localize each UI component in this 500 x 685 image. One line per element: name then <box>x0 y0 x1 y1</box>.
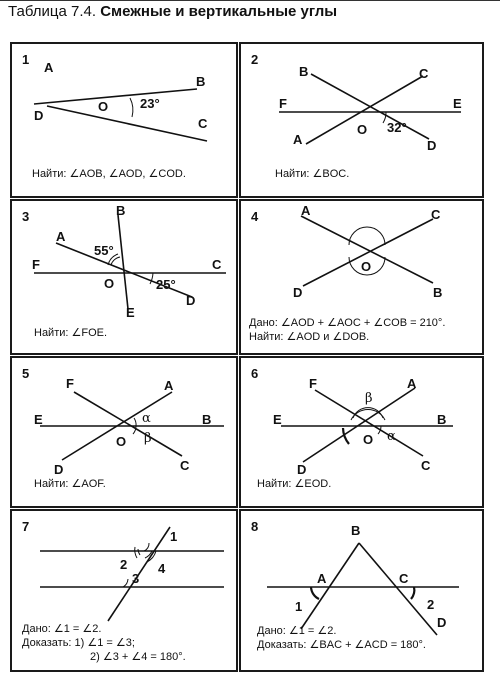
label-C: C <box>212 257 222 272</box>
angle-value-2: 25° <box>156 277 176 292</box>
angle-beta: β <box>144 431 152 446</box>
problem-number: 6 <box>251 366 259 381</box>
angle-beta: β <box>365 391 373 406</box>
angle-arc-2 <box>138 549 140 555</box>
angle-arc-1 <box>311 587 319 599</box>
angle-value-1: 55° <box>94 243 114 258</box>
angle-num-2: 2 <box>427 597 435 612</box>
prove-text-2: 2) ∠3 + ∠4 = 180°. <box>90 651 186 663</box>
problem-cell-7 <box>10 509 238 672</box>
problem-cell-1 <box>10 42 238 198</box>
label-B: B <box>437 412 447 427</box>
label-D: D <box>34 108 44 123</box>
angle-num-4: 4 <box>158 561 166 576</box>
label-A: A <box>293 132 303 147</box>
line-AB <box>301 543 359 629</box>
angle-arc-1 <box>144 543 149 551</box>
label-D: D <box>437 615 447 630</box>
label-O: O <box>104 276 115 291</box>
label-O: O <box>116 434 127 449</box>
prove-text: Доказать: ∠BAC + ∠ACD = 180°. <box>257 639 426 651</box>
line-AC <box>47 106 207 141</box>
table-number: Таблица 7.4. <box>8 3 97 20</box>
problem-cell-3 <box>10 199 238 355</box>
problem-number: 3 <box>22 209 30 224</box>
label-D: D <box>297 462 307 477</box>
angle-arc-EOD <box>343 428 349 444</box>
angle-alpha: α <box>142 411 151 426</box>
line-DB <box>34 89 197 104</box>
label-A: A <box>44 60 54 75</box>
label-C: C <box>431 207 441 222</box>
label-E: E <box>126 305 135 320</box>
angle-arc-55 <box>111 257 120 265</box>
given-text: Дано: ∠AOD + ∠AOC + ∠COB = 210°. <box>249 317 446 329</box>
label-B: B <box>116 203 126 218</box>
problem-number: 1 <box>22 52 30 67</box>
angle-arc-3 <box>123 579 128 587</box>
label-A: A <box>407 376 417 391</box>
angle-value: 32° <box>387 120 407 135</box>
problem-grid <box>10 42 484 672</box>
label-B: B <box>351 523 361 538</box>
problem-text: Найти: ∠EOD. <box>257 478 332 490</box>
label-E: E <box>273 412 282 427</box>
label-O: O <box>363 432 374 447</box>
label-A: A <box>56 229 66 244</box>
prove-text-1: Доказать: 1) ∠1 = ∠3; <box>22 637 135 649</box>
angle-arc <box>130 98 133 117</box>
problem-number: 7 <box>22 519 30 534</box>
label-F: F <box>32 257 40 272</box>
angle-arc-2-outer <box>135 547 137 558</box>
problem-text: Найти: ∠FOE. <box>34 327 108 339</box>
label-F: F <box>66 376 74 391</box>
problem-number: 2 <box>251 52 259 67</box>
angle-arc-alpha <box>134 418 136 426</box>
angle-arc-25 <box>150 273 153 284</box>
problem-text: Найти: ∠BOC. <box>275 168 350 180</box>
label-B: B <box>202 412 212 427</box>
label-C: C <box>198 116 208 131</box>
given-text: Дано: ∠1 = ∠2. <box>22 623 102 635</box>
line-BD <box>359 543 437 635</box>
line-FC <box>74 392 182 456</box>
problem-number: 8 <box>251 519 259 534</box>
label-C: C <box>399 571 409 586</box>
line-DA <box>303 388 415 462</box>
label-B: B <box>299 64 309 79</box>
label-D: D <box>186 293 196 308</box>
label-E: E <box>453 96 462 111</box>
problem-text: Найти: ∠AOB, ∠AOD, ∠COD. <box>32 168 186 180</box>
label-F: F <box>279 96 287 111</box>
label-C: C <box>421 458 431 473</box>
angle-value: 23° <box>140 96 160 111</box>
label-C: C <box>419 66 429 81</box>
label-D: D <box>54 462 64 477</box>
problem-number: 5 <box>22 366 30 381</box>
label-O: O <box>361 259 372 274</box>
label-A: A <box>164 378 174 393</box>
problem-cell-2 <box>239 42 484 198</box>
label-O: O <box>357 122 368 137</box>
angle-arc-2 <box>411 587 414 599</box>
label-B: B <box>196 74 206 89</box>
problem-cell-6 <box>239 356 484 508</box>
label-D: D <box>293 285 303 300</box>
problem-cell-4 <box>239 199 484 355</box>
table-title <box>8 3 337 20</box>
label-E: E <box>34 412 43 427</box>
angle-num-1: 1 <box>170 529 178 544</box>
label-C: C <box>180 458 190 473</box>
label-B: B <box>433 285 443 300</box>
line-BE <box>118 215 128 309</box>
table-heading: Смежные и вертикальные углы <box>100 3 338 20</box>
line-DC <box>303 219 433 286</box>
top-rule <box>0 0 500 1</box>
label-O: O <box>98 99 109 114</box>
angle-num-3: 3 <box>132 571 140 586</box>
problem-cell-5 <box>10 356 238 508</box>
problem-text: Найти: ∠AOF. <box>34 478 106 490</box>
angle-num-2: 2 <box>120 557 128 572</box>
label-A: A <box>317 571 327 586</box>
find-text: Найти: ∠AOD и ∠DOB. <box>249 331 370 343</box>
problem-cell-8 <box>239 509 484 672</box>
label-D: D <box>427 138 437 153</box>
given-text: Дано: ∠1 = ∠2. <box>257 625 337 637</box>
angle-alpha: α <box>387 429 396 444</box>
angle-num-1: 1 <box>295 599 303 614</box>
label-F: F <box>309 376 317 391</box>
problem-number: 4 <box>251 209 259 224</box>
label-A: A <box>301 203 311 218</box>
